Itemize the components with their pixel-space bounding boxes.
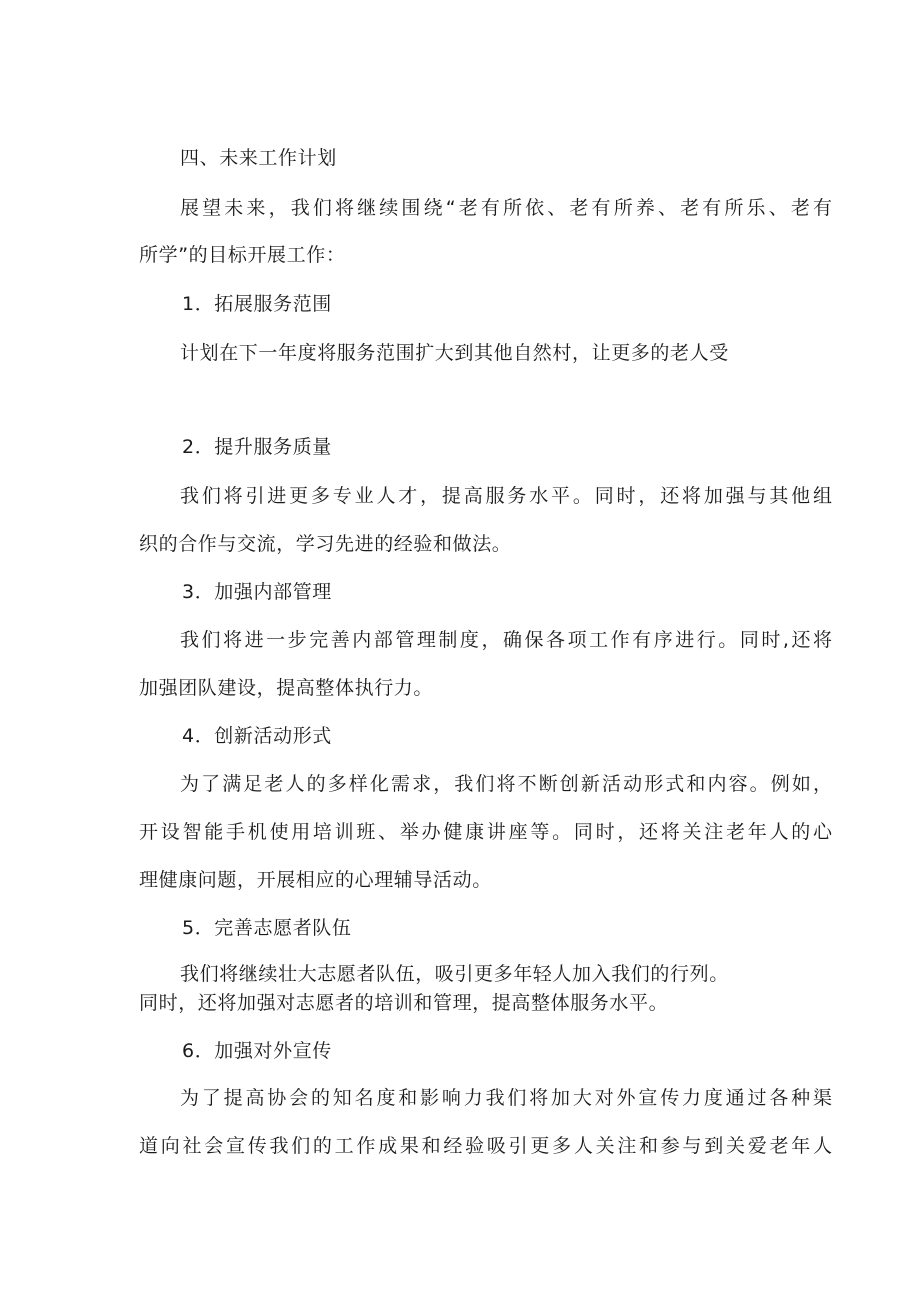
item-4-line-3: 理健康问题，开展相应的心理辅导活动。 — [139, 869, 492, 891]
item-5-line-1: 我们将继续壮大志愿者队伍，吸引更多年轻人加入我们的行列。 — [180, 963, 729, 985]
item-4-line-2: 开设智能手机使用培训班、举办健康讲座等。同时，还将关注老年人的心 — [139, 821, 832, 843]
item-5-heading: 5．完善志愿者队伍 — [182, 917, 352, 939]
intro-line-2: 所学”的目标开展工作： — [139, 244, 346, 266]
item-1-heading: 1．拓展服务范围 — [182, 293, 332, 315]
item-2-line-2: 织的合作与交流，学习先进的经验和做法。 — [139, 533, 512, 555]
item-3-heading: 3．加强内部管理 — [182, 581, 332, 603]
item-2-heading: 2．提升服务质量 — [182, 436, 332, 458]
item-3-line-2: 加强团队建设，提高整体执行力。 — [139, 677, 434, 699]
item-1-line-1: 计划在下一年度将服务范围扩大到其他自然村，让更多的老人受 — [180, 342, 729, 364]
intro-line-1: 展望未来，我们将继续围绕“老有所依、老有所养、老有所乐、老有 — [180, 197, 832, 219]
item-4-heading: 4．创新活动形式 — [182, 725, 332, 747]
item-6-line-2: 道向社会宣传我们的工作成果和经验吸引更多人关注和参与到关爱老年人 — [139, 1135, 832, 1157]
item-5-line-2: 同时，还将加强对志愿者的培训和管理，提高整体服务水平。 — [139, 992, 669, 1014]
item-3-line-1: 我们将进一步完善内部管理制度，确保各项工作有序进行。同时,还将 — [180, 629, 832, 651]
item-6-line-1: 为了提高协会的知名度和影响力我们将加大对外宣传力度通过各种渠 — [180, 1087, 832, 1109]
item-2-line-1: 我们将引进更多专业人才，提高服务水平。同时，还将加强与其他组 — [180, 485, 832, 507]
item-6-heading: 6．加强对外宣传 — [182, 1040, 332, 1062]
item-4-line-1: 为了满足老人的多样化需求，我们将不断创新活动形式和内容。例如， — [180, 773, 832, 795]
section-heading: 四、未来工作计划 — [180, 147, 337, 169]
